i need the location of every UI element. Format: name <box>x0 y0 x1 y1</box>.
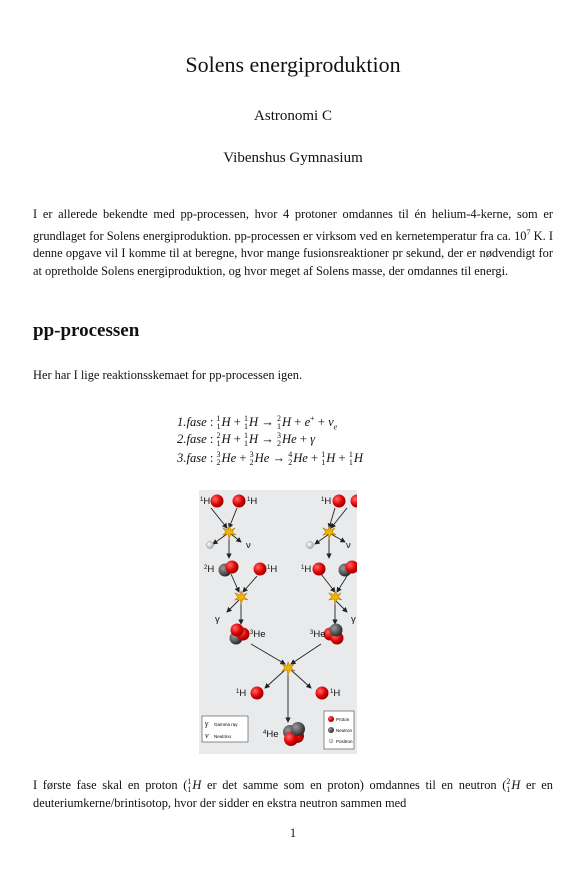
phase-1-label: 1.fase : <box>177 415 217 430</box>
svg-text:γ: γ <box>351 614 356 625</box>
section-intro: Her har I lige reaktionsskemaet for pp-processen igen. <box>33 368 303 382</box>
svg-text:ν: ν <box>346 540 351 551</box>
svg-text:1H: $^1$H <box>200 496 211 507</box>
section-heading: pp-processen <box>33 320 140 341</box>
course-name: Astronomi C <box>254 108 332 124</box>
svg-text:ν: ν <box>205 731 209 740</box>
school-name: Vibenshus Gymnasium <box>223 150 363 166</box>
svg-text:Neutron: Neutron <box>336 728 353 733</box>
proton-right-mid <box>313 563 326 576</box>
svg-text:1H: $^1$H <box>236 688 247 699</box>
equation-phase-1: 1.fase : 1 1 H + 1 1 H → 2 1 $H + e^+ + \nu_e$ <box>177 414 338 432</box>
svg-text:Proton: Proton <box>336 717 350 722</box>
svg-text:Neutrino: Neutrino <box>214 734 232 739</box>
legend-left <box>202 716 248 742</box>
page-title: Solens energiproduktion <box>185 52 401 77</box>
svg-text:3He: $^3$He <box>310 629 326 640</box>
legend-right <box>324 711 354 749</box>
svg-text:3He: $^3$He <box>250 629 266 640</box>
svg-text:1H: $^1$H <box>321 496 332 507</box>
svg-text:4He: $^4$He <box>263 729 279 740</box>
page-number: 1 <box>289 826 297 840</box>
equation-phase-3: 3.fase : 3 2 He + 3 2 He → 4 2 He + 1 1 H + 1 1 H <box>177 450 363 468</box>
equation-phase-2: 2.fase : 2 1 H + 1 1 H → 3 2 He + γ <box>177 431 316 449</box>
svg-text:1H: $^1$H <box>301 564 312 575</box>
svg-text:Gamma ray: Gamma ray <box>214 722 238 727</box>
svg-text:Positron: Positron <box>336 739 353 744</box>
phase-2-label: 2.fase : <box>177 432 217 446</box>
positron-left <box>207 542 214 549</box>
positron-right <box>307 542 314 549</box>
outro-paragraph: I første fase skal en proton ( 1 1 H er det samme som en proton) omdannes til en neutron ( 2 1 H er en deuteriumkerne/brintisotop, hvor der sidder en ekstra neutron sammen med <box>33 777 553 810</box>
proton-left-mid <box>254 563 267 576</box>
svg-text:γ: γ <box>205 719 209 728</box>
released-proton-left <box>251 687 264 700</box>
intro-paragraph: I er allerede bekendte med pp-processen, hvor 4 protoner omdannes til én helium-4-kerne, som er grundlaget for Solens energiproduktion. pp-processen er virksom ved en kernetemperatur fra ca. $10^7$ K. I denne opgave vil I komme til at beregne, hvor mange fusionsreaktioner pr sekund, der er nødvendigt for at opretholde Solens energiproduktion, og hvor meget af Solens masse, der omdannes til energi. <box>33 207 553 278</box>
released-proton-right <box>316 687 329 700</box>
svg-text:ν: ν <box>246 540 251 551</box>
svg-text:1H: $^1$H <box>267 564 278 575</box>
svg-text:γ: γ <box>215 614 220 625</box>
svg-text:1H: $^1$H <box>330 688 341 699</box>
phase-3-label: 3.fase : <box>177 451 217 465</box>
pp-chain-diagram <box>199 490 357 754</box>
svg-text:1H: $^1$H <box>247 496 258 507</box>
svg-text:2H: $^2$H <box>204 564 215 575</box>
